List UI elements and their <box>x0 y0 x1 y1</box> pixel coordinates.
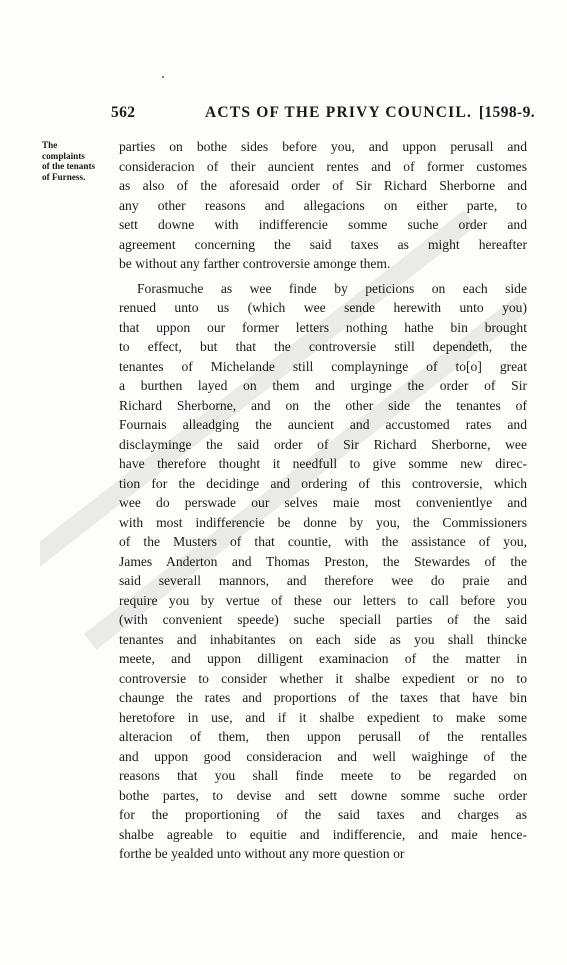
text-line: as also of the aforesaid order of Sir Richard Sherborne and <box>119 178 527 193</box>
page-header <box>111 104 535 128</box>
paragraph <box>119 279 527 864</box>
text-line: and uppon good consideracion and well waighinge of the <box>119 748 527 764</box>
text-line: controversie to consider whether it shalbe expedient or no to <box>119 670 527 686</box>
text-line: a burthen layed on them and urginge the order of Sir <box>119 378 527 393</box>
text-line: tenantes of Michelande still complayninge of to[o] great <box>119 358 527 374</box>
text-line: that uppon our former letters nothing hathe bin brought <box>119 319 527 335</box>
text-line: of the Musters of that countie, with the assistance of you, <box>119 534 527 549</box>
text-line: wee do perswade our selves maie most convenientlye and <box>119 495 527 510</box>
text-line: require you by vertue of these our letters to call before you <box>119 592 527 608</box>
side-note-line: of the tenants <box>42 161 96 172</box>
text-line: Richard Sherborne, and on the other side the tenantes of <box>119 397 527 413</box>
paragraph <box>119 137 527 274</box>
text-line: bothe partes, to devise and sett downe somme suche order <box>119 787 527 803</box>
page-number: 562 <box>111 104 136 121</box>
text-line: Fournais alleadging the auncient and accustomed rates and <box>119 417 527 432</box>
year-range: [1598-9. <box>478 104 535 121</box>
text-line: have therefore thought it needfull to give somme new direc- <box>119 456 527 471</box>
text-line: reasons that you shall finde meete to be regarded on <box>119 768 527 783</box>
text-line: be without any farther controversie amonge them. <box>119 256 391 271</box>
text-line: Forasmuche as wee finde by peticions on each side <box>137 280 527 296</box>
text-line: heretofore in use, and if it shalbe expedient to make some <box>119 709 527 725</box>
text-line: with most indifferencie be donne by you, the Commissioners <box>119 514 527 530</box>
side-note <box>42 140 116 182</box>
body-text <box>119 137 527 864</box>
side-note-line: The <box>42 140 58 150</box>
text-line: (with convenient speede) suche speciall parties of the said <box>119 612 527 627</box>
side-note-line: of Furness. <box>42 171 86 182</box>
text-line: sett downe with indifferencie somme suche order and <box>119 217 527 232</box>
running-title: ACTS OF THE PRIVY COUNCIL. <box>205 104 473 121</box>
text-line: for the proportioning of the said taxes and charges as <box>119 807 527 822</box>
side-note-line: complaints <box>42 150 85 161</box>
text-line: chaunge the rates and proportions of the taxes that have bin <box>119 690 527 705</box>
text-line: tenantes and inhabitantes on each side as you shall thincke <box>119 631 527 647</box>
text-line: tion for the decidinge and ordering of this controversie, which <box>119 475 527 491</box>
text-line: shalbe agreable to equitie and indifferencie, and maie hence- <box>119 826 527 842</box>
text-line: disclayminge the said order of Sir Richard Sherborne, wee <box>119 436 527 452</box>
text-line: said severall mannors, and therefore wee do praie and <box>119 573 527 588</box>
text-line: renued unto us (which wee sende herewith unto you) <box>119 300 527 315</box>
text-line: meete, and uppon dilligent examinacion of the matter in <box>119 651 527 666</box>
text-line: forthe be yealded unto without any more question or <box>119 846 405 861</box>
text-line: any other reasons and allegacions on either parte, to <box>119 197 527 213</box>
text-line: alteracion of them, then uppon perusall of the rentalles <box>119 729 527 744</box>
stray-mark <box>162 76 164 78</box>
text-line: to effect, but that the controversie still dependeth, the <box>119 339 527 354</box>
text-line: agreement concerning the said taxes as might hereafter <box>119 236 527 252</box>
text-line: James Anderton and Thomas Preston, the Stewardes of the <box>119 553 527 569</box>
text-line: parties on bothe sides before you, and uppon perusall and <box>119 139 527 154</box>
text-line: consideracion of their auncient rentes and of former customes <box>119 158 527 174</box>
